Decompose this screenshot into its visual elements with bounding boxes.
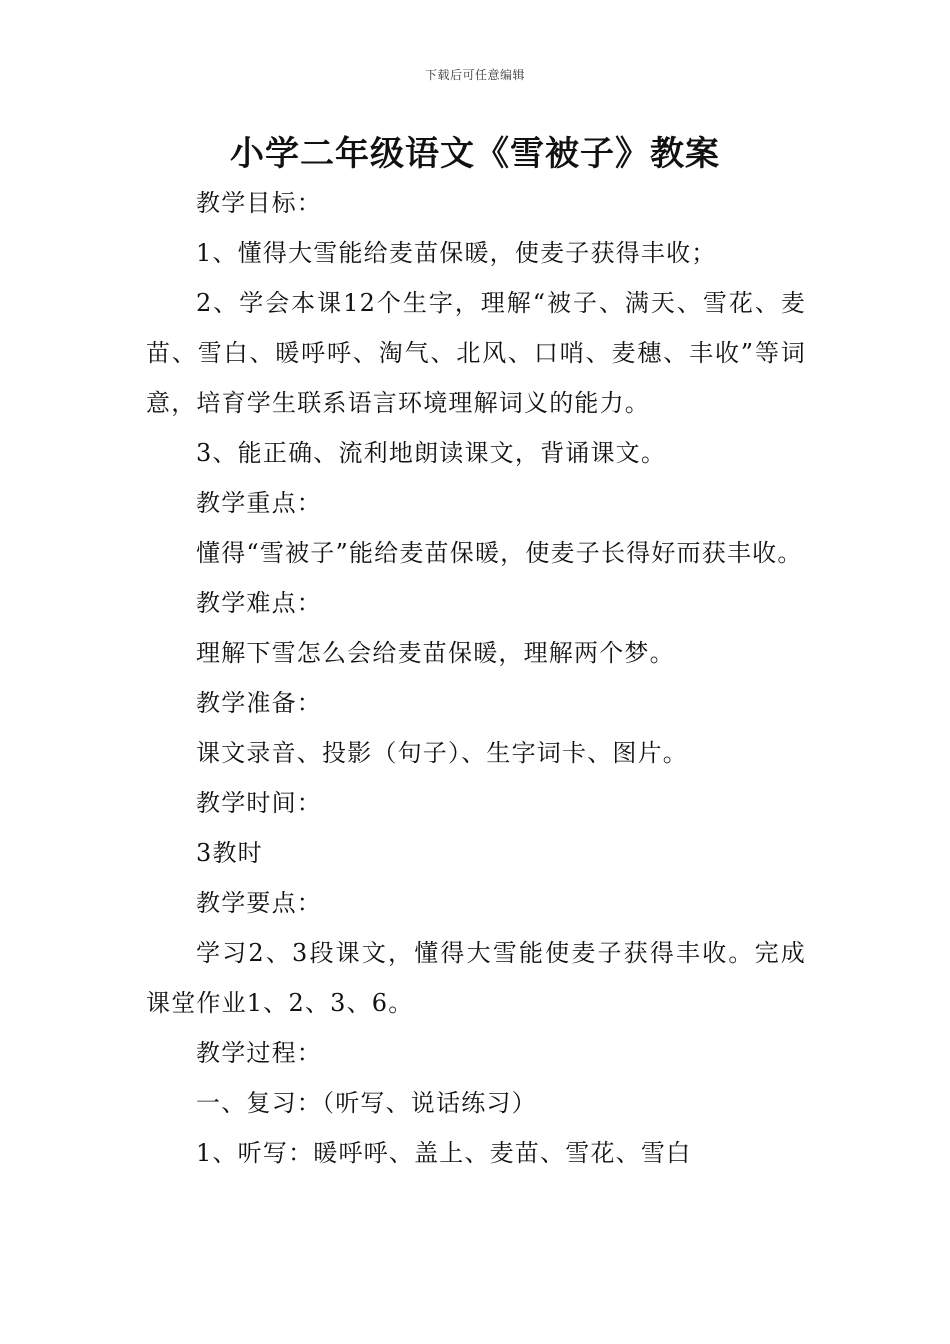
goal-item-2: 2、学会本课12个生字，理解“被子、满天、雪花、麦苗、雪白、暖呼呼、淘气、北风、口哨、麦穗、丰收”等词意，培育学生联系语言环境理解词义的能力。: [146, 289, 806, 417]
heading-difficulties: 教学难点：: [196, 589, 322, 617]
document-title: 小学二年级语文《雪被子》教案: [230, 134, 720, 174]
goal-item-1: 1、懂得大雪能给麦苗保暖，使麦子获得丰收；: [196, 239, 717, 267]
heading-essentials: 教学要点：: [196, 889, 322, 917]
heading-process: 教学过程：: [196, 1039, 322, 1067]
heading-preparation: 教学准备：: [196, 689, 322, 717]
essentials-text: 学习2、3段课文，懂得大雪能使麦子获得丰收。完成课堂作业1、2、3、6。: [146, 939, 806, 1017]
goal-item-3: 3、能正确、流利地朗读课文，背诵课文。: [196, 439, 667, 467]
heading-key-points: 教学重点：: [196, 489, 322, 517]
difficulties-text: 理解下雪怎么会给麦苗保暖，理解两个梦。: [196, 639, 675, 667]
key-points-text: 懂得“雪被子”能给麦苗保暖，使麦子长得好而获丰收。: [196, 539, 803, 567]
process-step-review: 一、复习：（听写、说话练习）: [196, 1089, 537, 1117]
process-dictation: 1、听写：暖呼呼、盖上、麦苗、雪花、雪白: [196, 1139, 692, 1167]
heading-time: 教学时间：: [196, 789, 322, 817]
preparation-text: 课文录音、投影（句子）、生字词卡、图片。: [196, 739, 688, 767]
time-text: 3教时: [196, 839, 263, 867]
document-body: [146, 178, 806, 1178]
header-note: 下载后可任意编辑: [424, 68, 525, 82]
heading-teaching-goals: 教学目标：: [196, 189, 322, 217]
